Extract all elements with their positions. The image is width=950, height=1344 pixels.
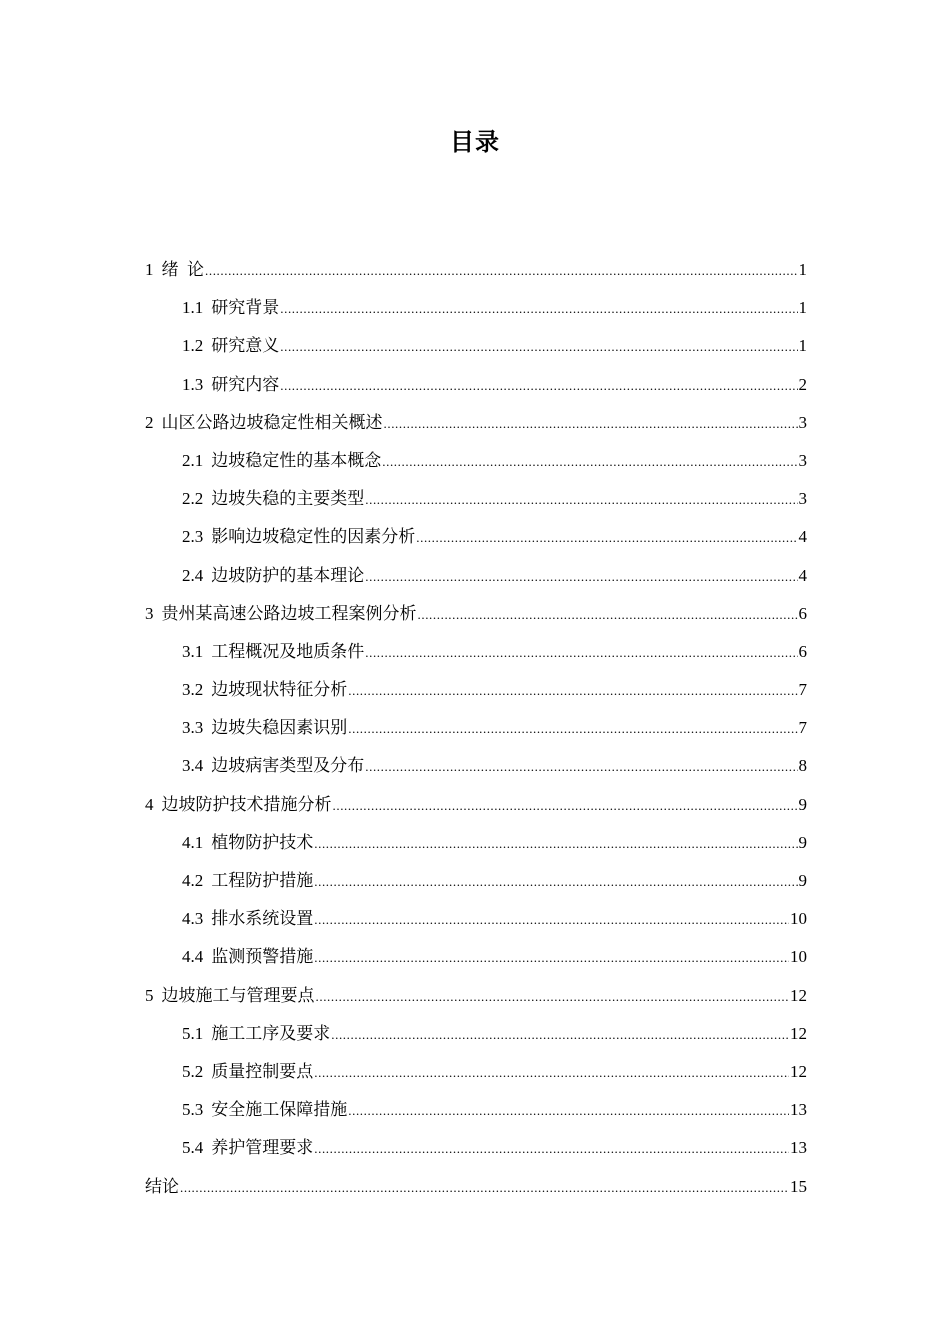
toc-page-number: 1 <box>798 298 807 318</box>
page-title: 目录 <box>450 128 500 156</box>
toc-entry-label <box>145 404 383 442</box>
toc-entry[interactable] <box>145 862 807 900</box>
toc-page-number: 9 <box>798 832 807 852</box>
toc-entry-number: 5.4 <box>182 1138 204 1158</box>
toc-entry-number: 2.3 <box>182 527 204 547</box>
toc-entry-text: 绪 论 <box>161 260 204 279</box>
toc-dot-leader <box>314 825 797 863</box>
toc-page-number: 15 <box>790 1176 807 1196</box>
toc-entry[interactable] <box>145 327 807 365</box>
toc-dot-leader <box>180 1169 789 1207</box>
toc-entry-number: 2.2 <box>182 489 204 509</box>
toc-entry[interactable] <box>145 1015 807 1053</box>
toc-entry-label <box>145 595 417 633</box>
toc-dot-leader <box>418 596 798 634</box>
toc-entry-number: 3.4 <box>182 756 204 776</box>
toc-entry[interactable] <box>145 786 807 824</box>
toc-entry-text: 结论 <box>145 1176 179 1196</box>
toc-entry-number: 5 <box>145 985 154 1005</box>
toc-entry-label <box>182 1091 347 1129</box>
toc-entry-text: 排水系统设置 <box>211 909 314 929</box>
toc-entry[interactable] <box>145 595 807 633</box>
toc-entry-text: 质量控制要点 <box>211 1061 314 1081</box>
toc-entry-text: 安全施工保障措施 <box>211 1100 348 1120</box>
toc-dot-leader <box>348 672 797 710</box>
toc-entry[interactable] <box>145 1129 807 1167</box>
toc-entry[interactable] <box>145 366 807 404</box>
toc-entry[interactable] <box>145 709 807 747</box>
toc-entry-label <box>145 251 204 289</box>
toc-entry[interactable] <box>145 518 807 556</box>
toc-page-number: 4 <box>798 527 807 547</box>
toc-page-number: 10 <box>790 947 807 967</box>
toc-entry[interactable] <box>145 404 807 442</box>
toc-entry-text: 监测预警措施 <box>211 947 314 967</box>
toc-entry-label <box>145 786 332 824</box>
toc-page-number: 3 <box>798 489 807 509</box>
toc-entry-label <box>182 557 364 595</box>
toc-entry-number: 5.2 <box>182 1061 204 1081</box>
toc-page-number: 3 <box>798 412 807 432</box>
toc-entry-number: 1 <box>145 260 154 279</box>
toc-entry-label <box>182 1015 330 1053</box>
toc-entry-label <box>182 938 313 976</box>
toc-dot-leader <box>316 978 790 1016</box>
toc-entry-number: 5.1 <box>182 1023 204 1043</box>
toc-dot-leader <box>280 290 797 328</box>
toc-entry-text: 边坡施工与管理要点 <box>161 985 315 1005</box>
toc-entry-label <box>182 289 279 327</box>
toc-entry-label <box>182 518 415 556</box>
toc-entry-number: 2.1 <box>182 450 204 470</box>
toc-entry-text: 施工工序及要求 <box>211 1023 331 1043</box>
toc-page-number: 10 <box>790 909 807 929</box>
toc-page-number: 13 <box>790 1100 807 1120</box>
toc-dot-leader <box>365 634 797 672</box>
toc-entry-label <box>182 633 364 671</box>
toc-entry[interactable] <box>145 1168 807 1206</box>
toc-page-number: 1 <box>798 260 807 279</box>
toc-entry-label <box>145 1168 179 1206</box>
toc-dot-leader <box>331 1016 789 1054</box>
toc-entry-text: 山区公路边坡稳定性相关概述 <box>161 412 383 432</box>
toc-entry-label <box>182 900 313 938</box>
toc-page-number: 12 <box>790 985 807 1005</box>
toc-entry-text: 研究内容 <box>211 374 280 394</box>
toc-dot-leader <box>314 1054 789 1092</box>
toc-entry-number: 2.4 <box>182 565 204 585</box>
toc-entry-label <box>182 671 347 709</box>
toc-entry-number: 4.3 <box>182 909 204 929</box>
toc-entry-label <box>182 442 381 480</box>
toc-entry-text: 边坡稳定性的基本概念 <box>211 450 382 470</box>
toc-entry[interactable] <box>145 251 807 289</box>
toc-entry-number: 3 <box>145 603 154 623</box>
toc-page-number: 13 <box>790 1138 807 1158</box>
toc-page-number: 8 <box>798 756 807 776</box>
toc-entry[interactable] <box>145 480 807 518</box>
toc-entry-text: 工程防护措施 <box>211 871 314 890</box>
toc-entry[interactable] <box>145 442 807 480</box>
toc-entry-number: 5.3 <box>182 1100 204 1120</box>
toc-dot-leader <box>365 748 797 786</box>
toc-entry-number: 3.2 <box>182 680 204 700</box>
toc-page-number: 9 <box>798 794 807 814</box>
toc-entry-label <box>182 327 279 365</box>
toc-entry[interactable] <box>145 633 807 671</box>
toc-entry-number: 1.2 <box>182 336 204 356</box>
toc-page-number: 4 <box>798 565 807 585</box>
toc-entry[interactable] <box>145 1091 807 1129</box>
toc-dot-leader <box>314 939 789 977</box>
toc-entry-number: 4.1 <box>182 832 204 852</box>
toc-dot-leader <box>314 1130 789 1168</box>
toc-entry-label <box>182 1053 313 1091</box>
toc-dot-leader <box>314 901 789 939</box>
toc-dot-leader <box>205 252 798 290</box>
toc-entry-label <box>182 1129 313 1167</box>
toc-entry-text: 边坡病害类型及分布 <box>211 756 365 776</box>
toc-entry[interactable] <box>145 900 807 938</box>
toc-entry-text: 边坡防护的基本理论 <box>211 565 365 585</box>
toc-entry-number: 4.4 <box>182 947 204 967</box>
toc-entry-text: 边坡防护技术措施分析 <box>161 794 332 814</box>
toc-entry[interactable] <box>145 938 807 976</box>
toc-entry-number: 3.3 <box>182 718 204 738</box>
toc-dot-leader <box>382 443 797 481</box>
toc-page-number: 6 <box>798 641 807 661</box>
toc-page-number: 2 <box>798 374 807 394</box>
toc-entry-label <box>182 747 364 785</box>
toc-entry-text: 工程概况及地质条件 <box>211 641 365 661</box>
toc-entry-text: 植物防护技术 <box>211 832 314 852</box>
toc-dot-leader <box>416 519 797 557</box>
toc-dot-leader <box>348 710 797 748</box>
toc-entry-text: 边坡失稳的主要类型 <box>211 489 365 509</box>
toc-entry[interactable] <box>145 671 807 709</box>
toc-entry-number: 4 <box>145 794 154 814</box>
toc-entry-label <box>182 824 313 862</box>
toc-entry-number: 2 <box>145 412 154 432</box>
toc-entry-text: 影响边坡稳定性的因素分析 <box>211 527 416 547</box>
toc-page-number: 6 <box>798 603 807 623</box>
toc-entry[interactable] <box>145 289 807 327</box>
toc-entry-number: 1.3 <box>182 374 204 394</box>
toc-dot-leader <box>280 328 797 366</box>
toc-entry-text: 边坡失稳因素识别 <box>211 718 348 738</box>
toc-dot-leader <box>384 405 798 443</box>
toc-entry-label <box>182 709 347 747</box>
toc-entry-number: 1.1 <box>182 298 204 318</box>
toc-entry-text: 边坡现状特征分析 <box>211 680 348 700</box>
toc-entry-text: 研究意义 <box>211 336 280 356</box>
toc-dot-leader <box>348 1092 789 1130</box>
toc-entry[interactable] <box>145 824 807 862</box>
toc-dot-leader <box>314 863 797 901</box>
toc-page-number: 3 <box>798 450 807 470</box>
toc-entry-text: 贵州某高速公路边坡工程案例分析 <box>161 603 417 623</box>
toc-dot-leader <box>365 481 797 519</box>
toc-page-number: 9 <box>798 871 807 890</box>
toc-dot-leader <box>365 558 797 596</box>
toc-entry-label <box>182 366 279 404</box>
toc-entry-number: 4.2 <box>182 871 204 890</box>
toc-entry[interactable] <box>145 977 807 1015</box>
toc-dot-leader <box>333 787 798 825</box>
toc-entry[interactable] <box>145 747 807 785</box>
toc-entry-label <box>145 977 315 1015</box>
toc-page-number: 7 <box>798 680 807 700</box>
toc-page-number: 12 <box>790 1061 807 1081</box>
toc-entry[interactable] <box>145 557 807 595</box>
toc-page-number: 1 <box>798 336 807 356</box>
toc-entry-text: 养护管理要求 <box>211 1138 314 1158</box>
toc-page-number: 7 <box>798 718 807 738</box>
toc-entry[interactable] <box>145 1053 807 1091</box>
toc-entry-text: 研究背景 <box>211 298 280 318</box>
toc-entry-number: 3.1 <box>182 641 204 661</box>
toc-entry-label <box>182 480 364 518</box>
toc-entry-label <box>182 862 313 900</box>
toc-page-number: 12 <box>790 1023 807 1043</box>
toc-dot-leader <box>280 367 797 405</box>
table-of-contents <box>145 251 807 1206</box>
